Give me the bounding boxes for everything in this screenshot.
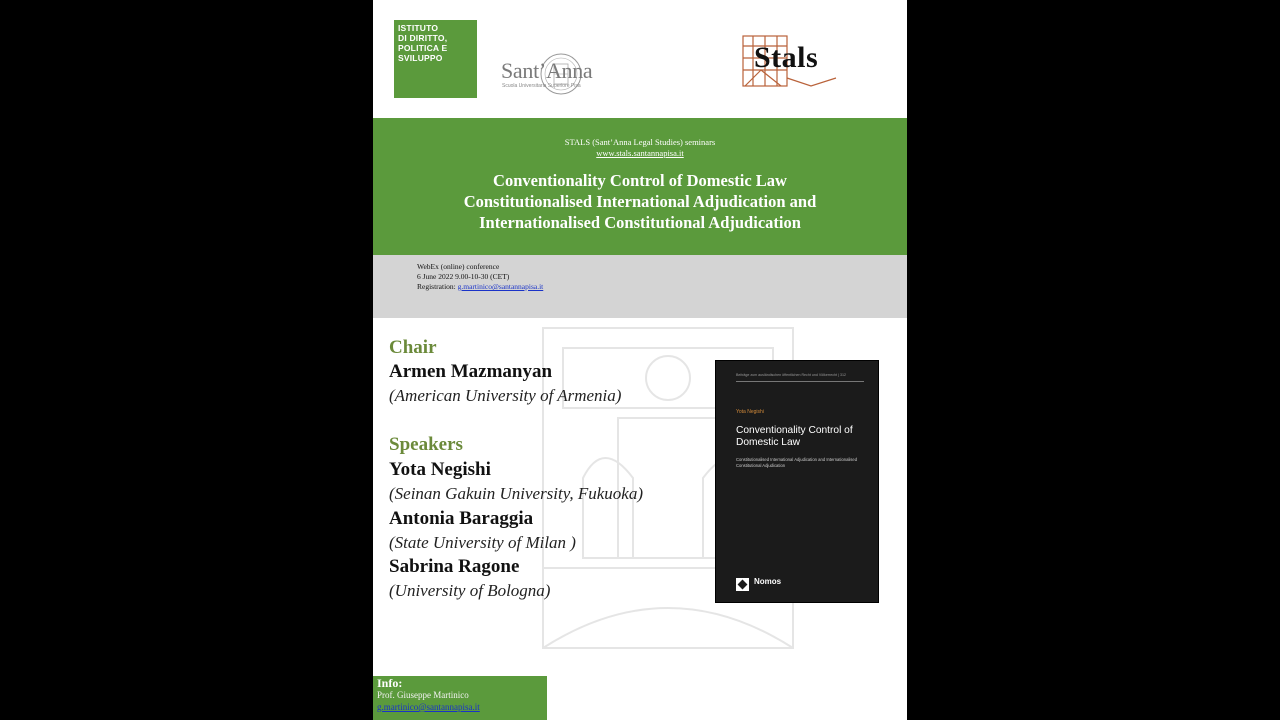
title-band (373, 118, 907, 255)
idps-logo-line: DI DIRITTO, (398, 33, 448, 43)
registration-email-link[interactable]: g.martinico@santannapisa.it (457, 282, 544, 291)
santanna-name: Sant’Anna (501, 58, 593, 83)
seminar-series: STALS (Sant’Anna Legal Studies) seminars (564, 137, 716, 147)
idps-logo-line: ISTITUTO (398, 23, 439, 33)
seminar-poster (373, 0, 907, 720)
conference-type: WebEx (online) conference (417, 262, 500, 271)
info-email-link[interactable]: g.martinico@santannapisa.it (377, 702, 480, 712)
book-subtitle: Constitutionalised International Adjudication and Internationalised Constitutional Adjudication (736, 457, 858, 468)
info-label: Info: (377, 676, 403, 690)
speaker-affiliation: (Seinan Gakuin University, Fukuoka) (389, 484, 643, 503)
idps-logo-line: POLITICA E (398, 43, 448, 53)
santanna-subtitle: Scuola Universitaria Superiore Pisa (502, 83, 581, 89)
speaker-affiliation: (University of Bologna) (389, 581, 551, 600)
book-author: Yota Negishi (736, 409, 764, 415)
chair-name: Armen Mazmanyan (389, 361, 553, 382)
chair-heading: Chair (389, 337, 437, 358)
speakers-heading: Speakers (389, 434, 463, 455)
speaker-name: Sabrina Ragone (389, 556, 520, 577)
conference-info-band (373, 255, 907, 318)
registration-label: Registration: (417, 282, 456, 291)
idps-logo-line: SVILUPPO (398, 53, 443, 63)
speaker-name: Yota Negishi (389, 459, 491, 480)
book-title: Conventionality Control of Domestic Law (736, 425, 853, 448)
registration-row (417, 282, 543, 293)
series-url-link[interactable]: www.stals.santannapisa.it (596, 148, 684, 158)
book-publisher: Nomos (754, 577, 782, 586)
chair-affiliation: (American University of Armenia) (389, 386, 622, 405)
title-line: Constitutionalised International Adjudication and (463, 192, 817, 211)
stals-logo-text: Stals (754, 41, 819, 74)
conference-date: 6 June 2022 9.00-10-30 (CET) (417, 272, 510, 281)
info-contact-person: Prof. Giuseppe Martinico (377, 690, 469, 700)
book-divider (736, 381, 864, 382)
speaker-name: Antonia Baraggia (389, 508, 534, 529)
book-series: Beiträge zum ausländischen öffentlichen Recht und Völkerrecht | 312 (736, 373, 846, 377)
nomos-logo-icon (736, 578, 749, 591)
contact-info-box (373, 676, 547, 720)
speaker-affiliation: (State University of Milan ) (389, 533, 576, 552)
title-line: Conventionality Control of Domestic Law (493, 171, 787, 190)
title-line: Internationalised Constitutional Adjudication (479, 213, 801, 232)
book-cover (715, 360, 879, 603)
